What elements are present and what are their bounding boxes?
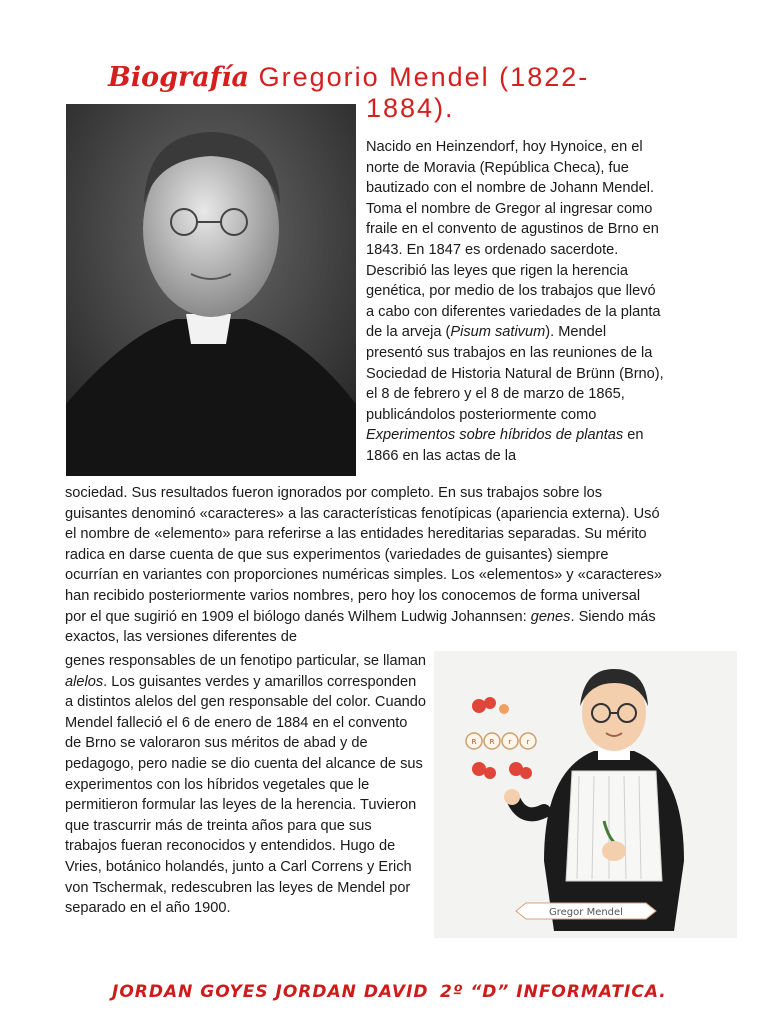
mendel-cartoon-illustration [434, 651, 737, 938]
cartoon-banner-label: Gregor Mendel [549, 907, 623, 918]
title-name: Gregorio Mendel (1822- [258, 62, 590, 92]
footer-course: 2º “D” INFORMATICA. [440, 982, 667, 1002]
paragraph-legacy: genes responsables de un fenotipo particular, se llaman alelos. Los guisantes verdes y amarillos corresponden a distintos alelos del gen responsable del color. Cuando Mendel falleció el 6 de enero de 1884 en el convento de Brno se valoraron sus méritos de abad y de pedagogo, pero nadie se dio cuenta del alcance de sus experimentos con los híbridos vegetales que le permitieron formular las leyes de la herencia. Tuvieron que trascurrir más de treinta años para que sus trabajos fueran reconocidos y entendidos. Hugo de Vries, botánico holandés, junto a Carl Correns y Erich von Tschermak, redescubren las leyes de Mendel por separado en el año 1900. [65, 653, 427, 917]
svg-text:R: R [489, 738, 495, 746]
svg-text:r: r [526, 738, 530, 746]
svg-text:r: r [508, 738, 512, 746]
mendel-portrait-photo [66, 104, 356, 476]
paragraph-results: sociedad. Sus resultados fueron ignorados por completo. En sus trabajos sobre los guisantes denominó «caracteres» a las características fenotípicas (apariencia externa). Usó el nombre de «elemento» para referirse a las entidades hereditarias separadas. Su mérito radica en darse cuenta de que sus experimentos (variedades de guisantes) siempre ocurrían en variantes con proporciones numéricas simples. Los «elementos» y «caracteres» han recibido posteriormente varios nombres, pero hoy los conocemos de forma universal por el que sugirió en 1909 el biólogo danés Wilhem Ludwig Johannsen: genes. Siendo más exactos, las versiones diferentes de [65, 485, 663, 646]
title-years: 1884). [366, 93, 455, 123]
title-script: Biografía [108, 62, 250, 93]
footer-author: JORDAN GOYES JORDAN DAVID [112, 982, 429, 1002]
paragraph-intro: Nacido en Heinzendorf, hoy Hynoice, en el norte de Moravia (República Checa), fue bautizado con el nombre de Johann Mendel. Toma el nombre de Gregor al ingresar como fraile en el convento de agustinos de Brno en 1843. En 1847 es ordenado sacerdote. Describió las leyes que rigen la herencia genética, por medio de los trabajos que llevó a cabo con diferentes variedades de la planta de la arveja (Pisum sativum). Mendel presentó sus trabajos en las reuniones de la Sociedad de Historia Natural de Brünn (Brno), el 8 de febrero y el 8 de marzo de 1865, publicándolos posteriormente como Experimentos sobre híbridos de plantas en 1866 en las actas de la [366, 139, 664, 464]
svg-text:R: R [471, 738, 477, 746]
